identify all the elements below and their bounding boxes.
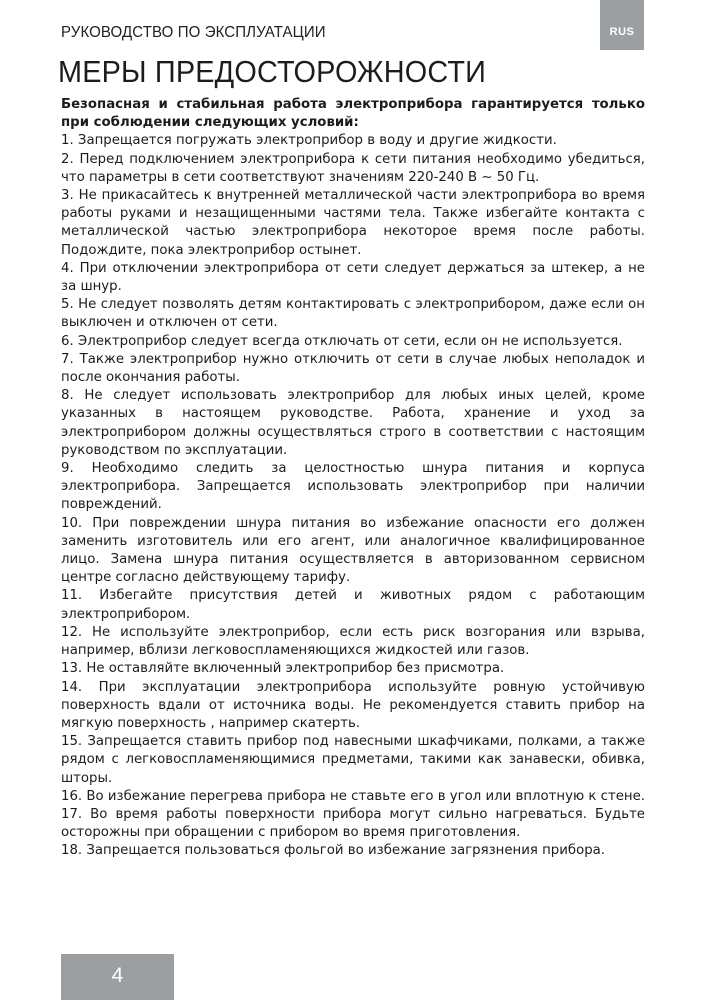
list-item: 10. При повреждении шнура питания во избежание опасности его должен заменить изготовитель или его агент, или аналогичное квалифицированное лицо. Замена шнура питания осуществляется в авторизованном сервисном центре согласно действующему тарифу. xyxy=(61,515,645,586)
intro-text: Безопасная и стабильная работа электроприбора гарантируется только при соблюдении следующих условий: xyxy=(61,97,645,131)
list-item: 7. Также электроприбор нужно отключить от сети в случае любых неполадок и после окончания работы. xyxy=(61,351,645,386)
list-item: 3. Не прикасайтесь к внутренней металлической части электроприбора во время работы руками и незащищенными частями тела. Также избегайте контакта с металлической частью электроприбора некоторое время после работы. Подождите, пока электроприбор остынет. xyxy=(61,188,645,258)
precautions-list xyxy=(61,132,645,860)
list-item: 2. Перед подключением электроприбора к сети питания необходимо убедиться, что параметры в сети соответствуют значениям 220-240 В ~ 50 Гц. xyxy=(61,151,645,185)
language-tab: RUS xyxy=(600,0,644,50)
list-item: 18. Запрещается пользоваться фольгой во избежание загрязнения прибора. xyxy=(61,843,606,859)
page-number: 4 xyxy=(61,954,174,1000)
list-item: 14. При эксплуатации электроприбора используйте ровную устойчивую поверхность вдали от источника воды. Не рекомендуется ставить прибор на мягкую поверхность , например скатерть. xyxy=(61,679,645,731)
list-item: 6. Электроприбор следует всегда отключать от сети, если он не используется. xyxy=(61,333,623,349)
list-item: 1. Запрещается погружать электроприбор в воду и другие жидкости. xyxy=(61,133,557,149)
list-item: 16. Во избежание перегрева прибора не ставьте его в угол или вплотную к стене. xyxy=(61,788,645,804)
list-item: 12. Не используйте электроприбор, если есть риск возгорания или взрыва, например, вблизи легковоспламеняющихся жидкостей или газов. xyxy=(61,624,645,659)
list-item: 8. Не следует использовать электроприбор для любых иных целей, кроме указанных в настоящем руководстве. Работа, хранение и уход за электроприбором должны осуществляться строго в соответствии с настоящим руководством по эксплуатации. xyxy=(61,388,645,458)
list-item: 13. Не оставляйте включенный электроприбор без присмотра. xyxy=(61,661,505,677)
list-item: 9. Необходимо следить за целостностью шнура питания и корпуса электроприбора. Запрещается использовать электроприбор при наличии повреждений. xyxy=(61,461,645,513)
list-item: 5. Не следует позволять детям контактировать с электроприбором, даже если он выключен и отключен от сети. xyxy=(61,297,645,331)
running-header: РУКОВОДСТВО ПО ЭКСПЛУАТАЦИИ xyxy=(61,24,326,41)
list-item: 11. Избегайте присутствия детей и животных рядом с работающим электроприбором. xyxy=(61,588,645,622)
precautions-content xyxy=(61,96,645,861)
page-title: МЕРЫ ПРЕДОСТОРОЖНОСТИ xyxy=(58,54,487,89)
list-item: 4. При отключении электроприбора от сети следует держаться за штекер, а не за шнур. xyxy=(61,260,645,295)
list-item: 15. Запрещается ставить прибор под навесными шкафчиками, полками, а также рядом с легковоспламеняющимися предметами, такими как занавески, обивка, шторы. xyxy=(61,734,645,786)
list-item: 17. Во время работы поверхности прибора могут сильно нагреваться. Будьте осторожны при обращении с прибором во время приготовления. xyxy=(61,806,645,841)
